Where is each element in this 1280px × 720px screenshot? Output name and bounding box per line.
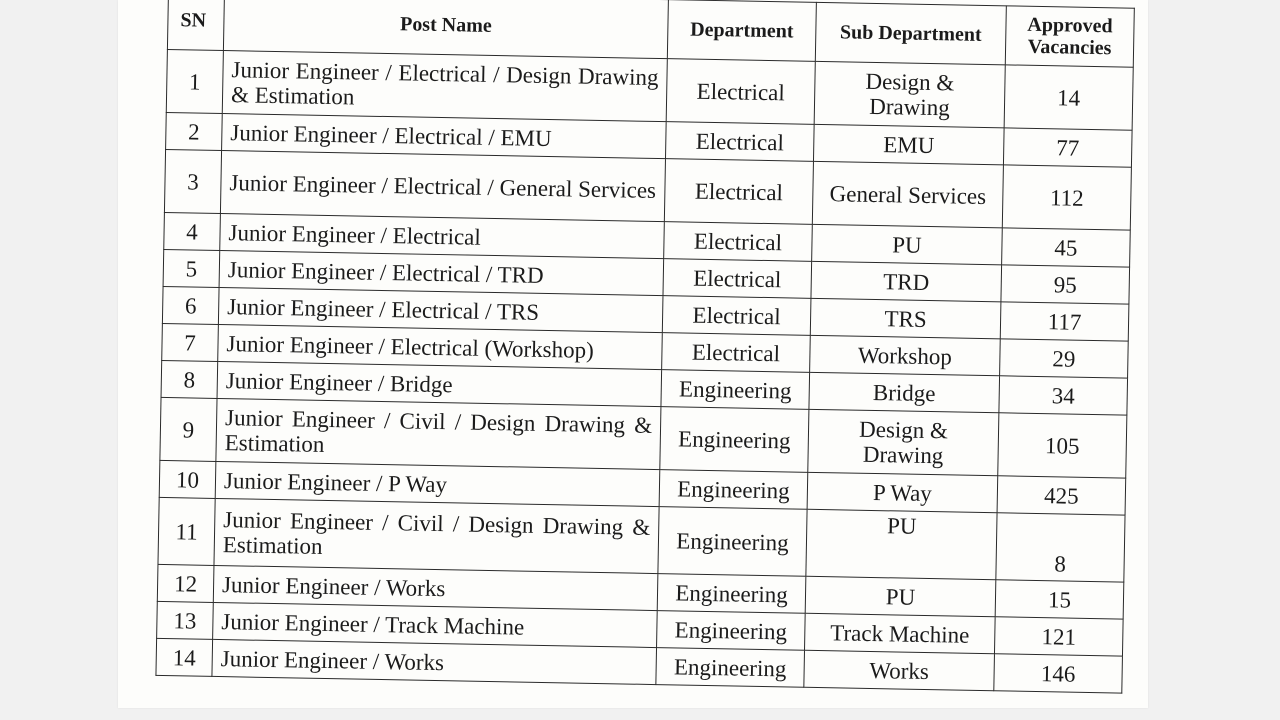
cell-sn: 3	[164, 149, 221, 213]
cell-department: Electrical	[664, 222, 813, 262]
cell-post-name: Junior Engineer / P Way	[215, 461, 660, 506]
cell-vacancies: 34	[999, 376, 1128, 415]
cell-sub-department: General Services	[812, 161, 1003, 227]
cell-post-name: Junior Engineer / Electrical	[220, 213, 665, 258]
cell-post-name: Junior Engineer / Works	[213, 565, 658, 610]
cell-sn: 13	[157, 601, 214, 639]
cell-post-name: Junior Engineer / Electrical (Workshop)	[218, 324, 663, 369]
cell-department: Electrical	[666, 59, 815, 125]
cell-department: Electrical	[663, 259, 812, 299]
cell-vacancies: 146	[994, 654, 1123, 693]
cell-vacancies: 117	[1000, 302, 1129, 341]
cell-sn: 1	[166, 49, 223, 113]
cell-post-name: Junior Engineer / Electrical / General Services	[220, 151, 665, 222]
header-sn: SN	[167, 0, 224, 51]
cell-sub-department: PU	[806, 509, 997, 579]
cell-post-name: Junior Engineer / Civil / Design Drawing & Estimation	[214, 498, 659, 573]
cell-department: Engineering	[657, 611, 806, 651]
cell-post-name: Junior Engineer / Track Machine	[213, 602, 658, 647]
cell-sn: 6	[162, 286, 219, 324]
cell-sub-department: EMU	[813, 124, 1004, 164]
cell-vacancies: 105	[998, 413, 1127, 478]
cell-post-name: Junior Engineer / Electrical / Design Drawing & Estimation	[222, 51, 667, 122]
cell-vacancies: 112	[1002, 165, 1131, 230]
header-department: Department	[667, 0, 816, 61]
cell-post-name: Junior Engineer / Electrical / TRD	[219, 250, 664, 295]
cell-sub-department: TRS	[810, 298, 1001, 338]
cell-sn: 8	[161, 360, 218, 398]
cell-sub-department: Workshop	[810, 335, 1001, 375]
cell-department: Electrical	[662, 333, 811, 373]
cell-post-name: Junior Engineer / Electrical / EMU	[222, 114, 667, 159]
cell-post-name: Junior Engineer / Works	[212, 639, 657, 684]
cell-vacancies: 77	[1003, 128, 1132, 167]
cell-sub-department: TRD	[811, 261, 1002, 301]
cell-department: Engineering	[658, 507, 807, 577]
cell-sn: 2	[166, 112, 223, 150]
cell-vacancies: 8	[996, 513, 1125, 582]
cell-sub-department: PU	[812, 224, 1003, 264]
cell-department: Engineering	[657, 574, 806, 614]
cell-sn: 4	[164, 212, 221, 250]
cell-vacancies: 425	[997, 476, 1126, 515]
cell-post-name: Junior Engineer / Electrical / TRS	[218, 287, 663, 332]
cell-sn: 12	[157, 564, 214, 602]
cell-sub-department: Design & Drawing	[814, 61, 1005, 127]
cell-sn: 5	[163, 249, 220, 287]
cell-sn: 9	[160, 397, 217, 461]
cell-department: Electrical	[662, 296, 811, 336]
cell-vacancies: 95	[1001, 265, 1130, 304]
cell-department: Engineering	[659, 470, 808, 510]
cell-post-name: Junior Engineer / Bridge	[217, 361, 662, 406]
cell-sub-department: Bridge	[809, 372, 1000, 412]
cell-post-name: Junior Engineer / Civil / Design Drawing & Estimation	[216, 398, 661, 469]
cell-sn: 10	[159, 460, 216, 498]
cell-department: Engineering	[656, 648, 805, 688]
header-post-name: Post Name	[223, 0, 668, 59]
cell-sub-department: Track Machine	[805, 613, 996, 653]
cell-sn: 7	[162, 323, 219, 361]
vacancy-table	[155, 0, 1134, 694]
cell-department: Engineering	[660, 407, 809, 473]
cell-sub-department: P Way	[807, 472, 998, 512]
header-approved-vacancies: Approved Vacancies	[1005, 6, 1134, 67]
cell-department: Electrical	[664, 159, 813, 225]
cell-sub-department: Design & Drawing	[808, 409, 999, 475]
cell-department: Electrical	[665, 122, 814, 162]
cell-sn: 14	[156, 638, 213, 676]
cell-sn: 11	[158, 497, 215, 565]
vacancy-table-container	[155, 0, 1133, 694]
cell-department: Engineering	[661, 370, 810, 410]
cell-vacancies: 14	[1004, 65, 1133, 130]
header-sub-department: Sub Department	[815, 2, 1006, 64]
cell-vacancies: 29	[1000, 339, 1129, 378]
cell-sub-department: Works	[804, 650, 995, 690]
cell-vacancies: 15	[995, 580, 1124, 619]
cell-vacancies: 45	[1002, 228, 1131, 267]
cell-vacancies: 121	[994, 617, 1123, 656]
cell-sub-department: PU	[805, 576, 996, 616]
